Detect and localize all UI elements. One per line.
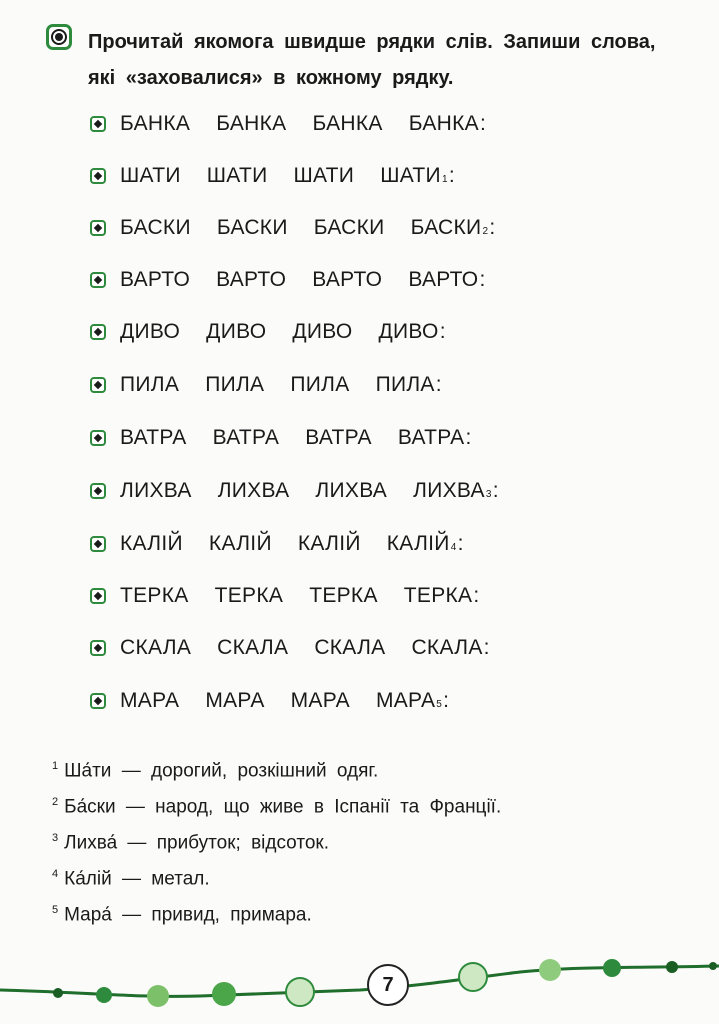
word: ТЕРКА xyxy=(309,584,378,607)
footnote-text: Ша́ти — дорогий, розкішний одяг. xyxy=(64,760,379,782)
footnote-text: Лихва́ — прибуток; відсоток. xyxy=(64,832,329,854)
word: ПИЛА xyxy=(375,373,435,396)
word: БАСКИ xyxy=(120,216,191,239)
word: СКАЛА xyxy=(314,636,386,659)
word: ДИВО xyxy=(206,320,267,343)
word: ШАТИ xyxy=(380,164,441,187)
decor-dot xyxy=(96,987,112,1003)
word: ВАТРА xyxy=(397,426,465,449)
decor-dot xyxy=(286,978,314,1006)
word: ТЕРКА xyxy=(120,584,189,607)
decor-dot xyxy=(147,985,169,1007)
word: МАРА xyxy=(375,689,436,712)
footnote xyxy=(52,760,378,782)
page-number-badge xyxy=(367,964,409,1006)
word: ВАРТО xyxy=(408,268,479,291)
footnote-number: 3 xyxy=(52,832,59,844)
word: МАРА xyxy=(120,689,180,712)
word: БАНКА xyxy=(120,112,191,135)
word: БАНКА xyxy=(408,112,479,135)
word: ТЕРКА xyxy=(403,584,473,607)
word: ЛИХВА xyxy=(413,479,485,502)
word-sequence: КАЛІЙ КАЛІЙ КАЛІЙ КАЛІЙ 4 : xyxy=(120,532,464,555)
word: ВАТРА xyxy=(212,426,280,449)
diamond-bullet-icon xyxy=(90,588,106,604)
word: МАРА xyxy=(290,689,350,712)
word: ВАРТО xyxy=(120,268,191,291)
word-sequence: ВАРТО ВАРТО ВАРТО ВАРТО : xyxy=(120,268,486,291)
word: ЛИХВА xyxy=(120,479,192,502)
word: БАНКА xyxy=(216,112,287,135)
word-sequence: ЛИХВА ЛИХВА ЛИХВА ЛИХВА 3 : xyxy=(120,479,499,502)
footnote xyxy=(52,796,501,818)
footnote-text: Мара́ — привид, примара. xyxy=(64,904,312,926)
footnote xyxy=(52,832,329,854)
diamond-bullet-icon xyxy=(90,220,106,236)
word: ВАРТО xyxy=(312,268,383,291)
word: ВАТРА xyxy=(305,426,372,449)
word: ПИЛА xyxy=(290,373,350,396)
word: ВАТРА xyxy=(120,426,187,449)
page-number: 7 xyxy=(382,973,394,996)
word: СКАЛА xyxy=(411,636,483,659)
word: ДИВО xyxy=(292,320,353,343)
word-sequence: ДИВО ДИВО ДИВО ДИВО : xyxy=(120,320,446,343)
diamond-bullet-icon xyxy=(90,116,106,132)
word: ШАТИ xyxy=(293,164,355,187)
diamond-bullet-icon xyxy=(90,640,106,656)
decor-dot xyxy=(603,959,621,977)
footnote-number: 1 xyxy=(52,760,59,772)
word: БАСКИ xyxy=(313,216,385,239)
diamond-bullet-icon xyxy=(90,430,106,446)
footnote-number: 5 xyxy=(52,904,59,916)
word: ЛИХВА xyxy=(217,479,290,502)
word-sequence: МАРА МАРА МАРА МАРА 5 : xyxy=(120,689,450,712)
word: ШАТИ xyxy=(120,164,181,187)
diamond-bullet-icon xyxy=(90,272,106,288)
footnote-text: Ба́ски — народ, що живе в Іспанії та Франції. xyxy=(64,796,502,818)
task-target-icon xyxy=(46,24,72,50)
instruction-line-2: які «заховалися» в кожному рядку. xyxy=(88,67,454,89)
word: БАНКА xyxy=(312,112,383,135)
decor-dot xyxy=(709,962,717,970)
decor-dot xyxy=(539,959,561,981)
footnote xyxy=(52,868,210,890)
word: ДИВО xyxy=(378,320,439,343)
task-instruction xyxy=(88,24,719,96)
word-sequence: БАСКИ БАСКИ БАСКИ БАСКИ 2 : xyxy=(120,216,496,239)
diamond-bullet-icon xyxy=(90,324,106,340)
word-sequence: ШАТИ ШАТИ ШАТИ ШАТИ 1 : xyxy=(120,164,455,187)
word-sequence: ПИЛА ПИЛА ПИЛА ПИЛА : xyxy=(120,373,442,396)
word-sequence: СКАЛА СКАЛА СКАЛА СКАЛА : xyxy=(120,636,490,659)
word-sequence: ВАТРА ВАТРА ВАТРА ВАТРА : xyxy=(120,426,472,449)
word: МАРА xyxy=(205,689,265,712)
instruction-line-1: Прочитай якомога швидше рядки слів. Запиши слова, xyxy=(88,31,656,53)
word: КАЛІЙ xyxy=(386,532,450,555)
decor-dot xyxy=(666,961,678,973)
word: ЛИХВА xyxy=(315,479,388,502)
word: ПИЛА xyxy=(120,373,180,396)
diamond-bullet-icon xyxy=(90,483,106,499)
word: СКАЛА xyxy=(217,636,289,659)
word: СКАЛА xyxy=(120,636,192,659)
word: ДИВО xyxy=(120,320,181,343)
word: БАСКИ xyxy=(410,216,482,239)
diamond-bullet-icon xyxy=(90,536,106,552)
decor-dot xyxy=(53,988,63,998)
word: КАЛІЙ xyxy=(120,532,183,555)
word: ШАТИ xyxy=(206,164,268,187)
footnote-number: 2 xyxy=(52,796,59,808)
word-sequence: БАНКА БАНКА БАНКА БАНКА : xyxy=(120,112,487,135)
footnote-text: Ка́лій — метал. xyxy=(64,868,210,890)
diamond-bullet-icon xyxy=(90,377,106,393)
footnote xyxy=(52,904,312,926)
bottom-decoration xyxy=(0,950,719,1024)
diamond-bullet-icon xyxy=(90,168,106,184)
decor-dot xyxy=(212,982,236,1006)
word: КАЛІЙ xyxy=(297,532,361,555)
decor-dot xyxy=(459,963,487,991)
footnote-number: 4 xyxy=(52,868,59,880)
word: КАЛІЙ xyxy=(208,532,272,555)
word: ПИЛА xyxy=(205,373,265,396)
word-sequence: ТЕРКА ТЕРКА ТЕРКА ТЕРКА : xyxy=(120,584,480,607)
word: ВАРТО xyxy=(216,268,287,291)
diamond-bullet-icon xyxy=(90,693,106,709)
word: БАСКИ xyxy=(216,216,288,239)
word: ТЕРКА xyxy=(214,584,284,607)
